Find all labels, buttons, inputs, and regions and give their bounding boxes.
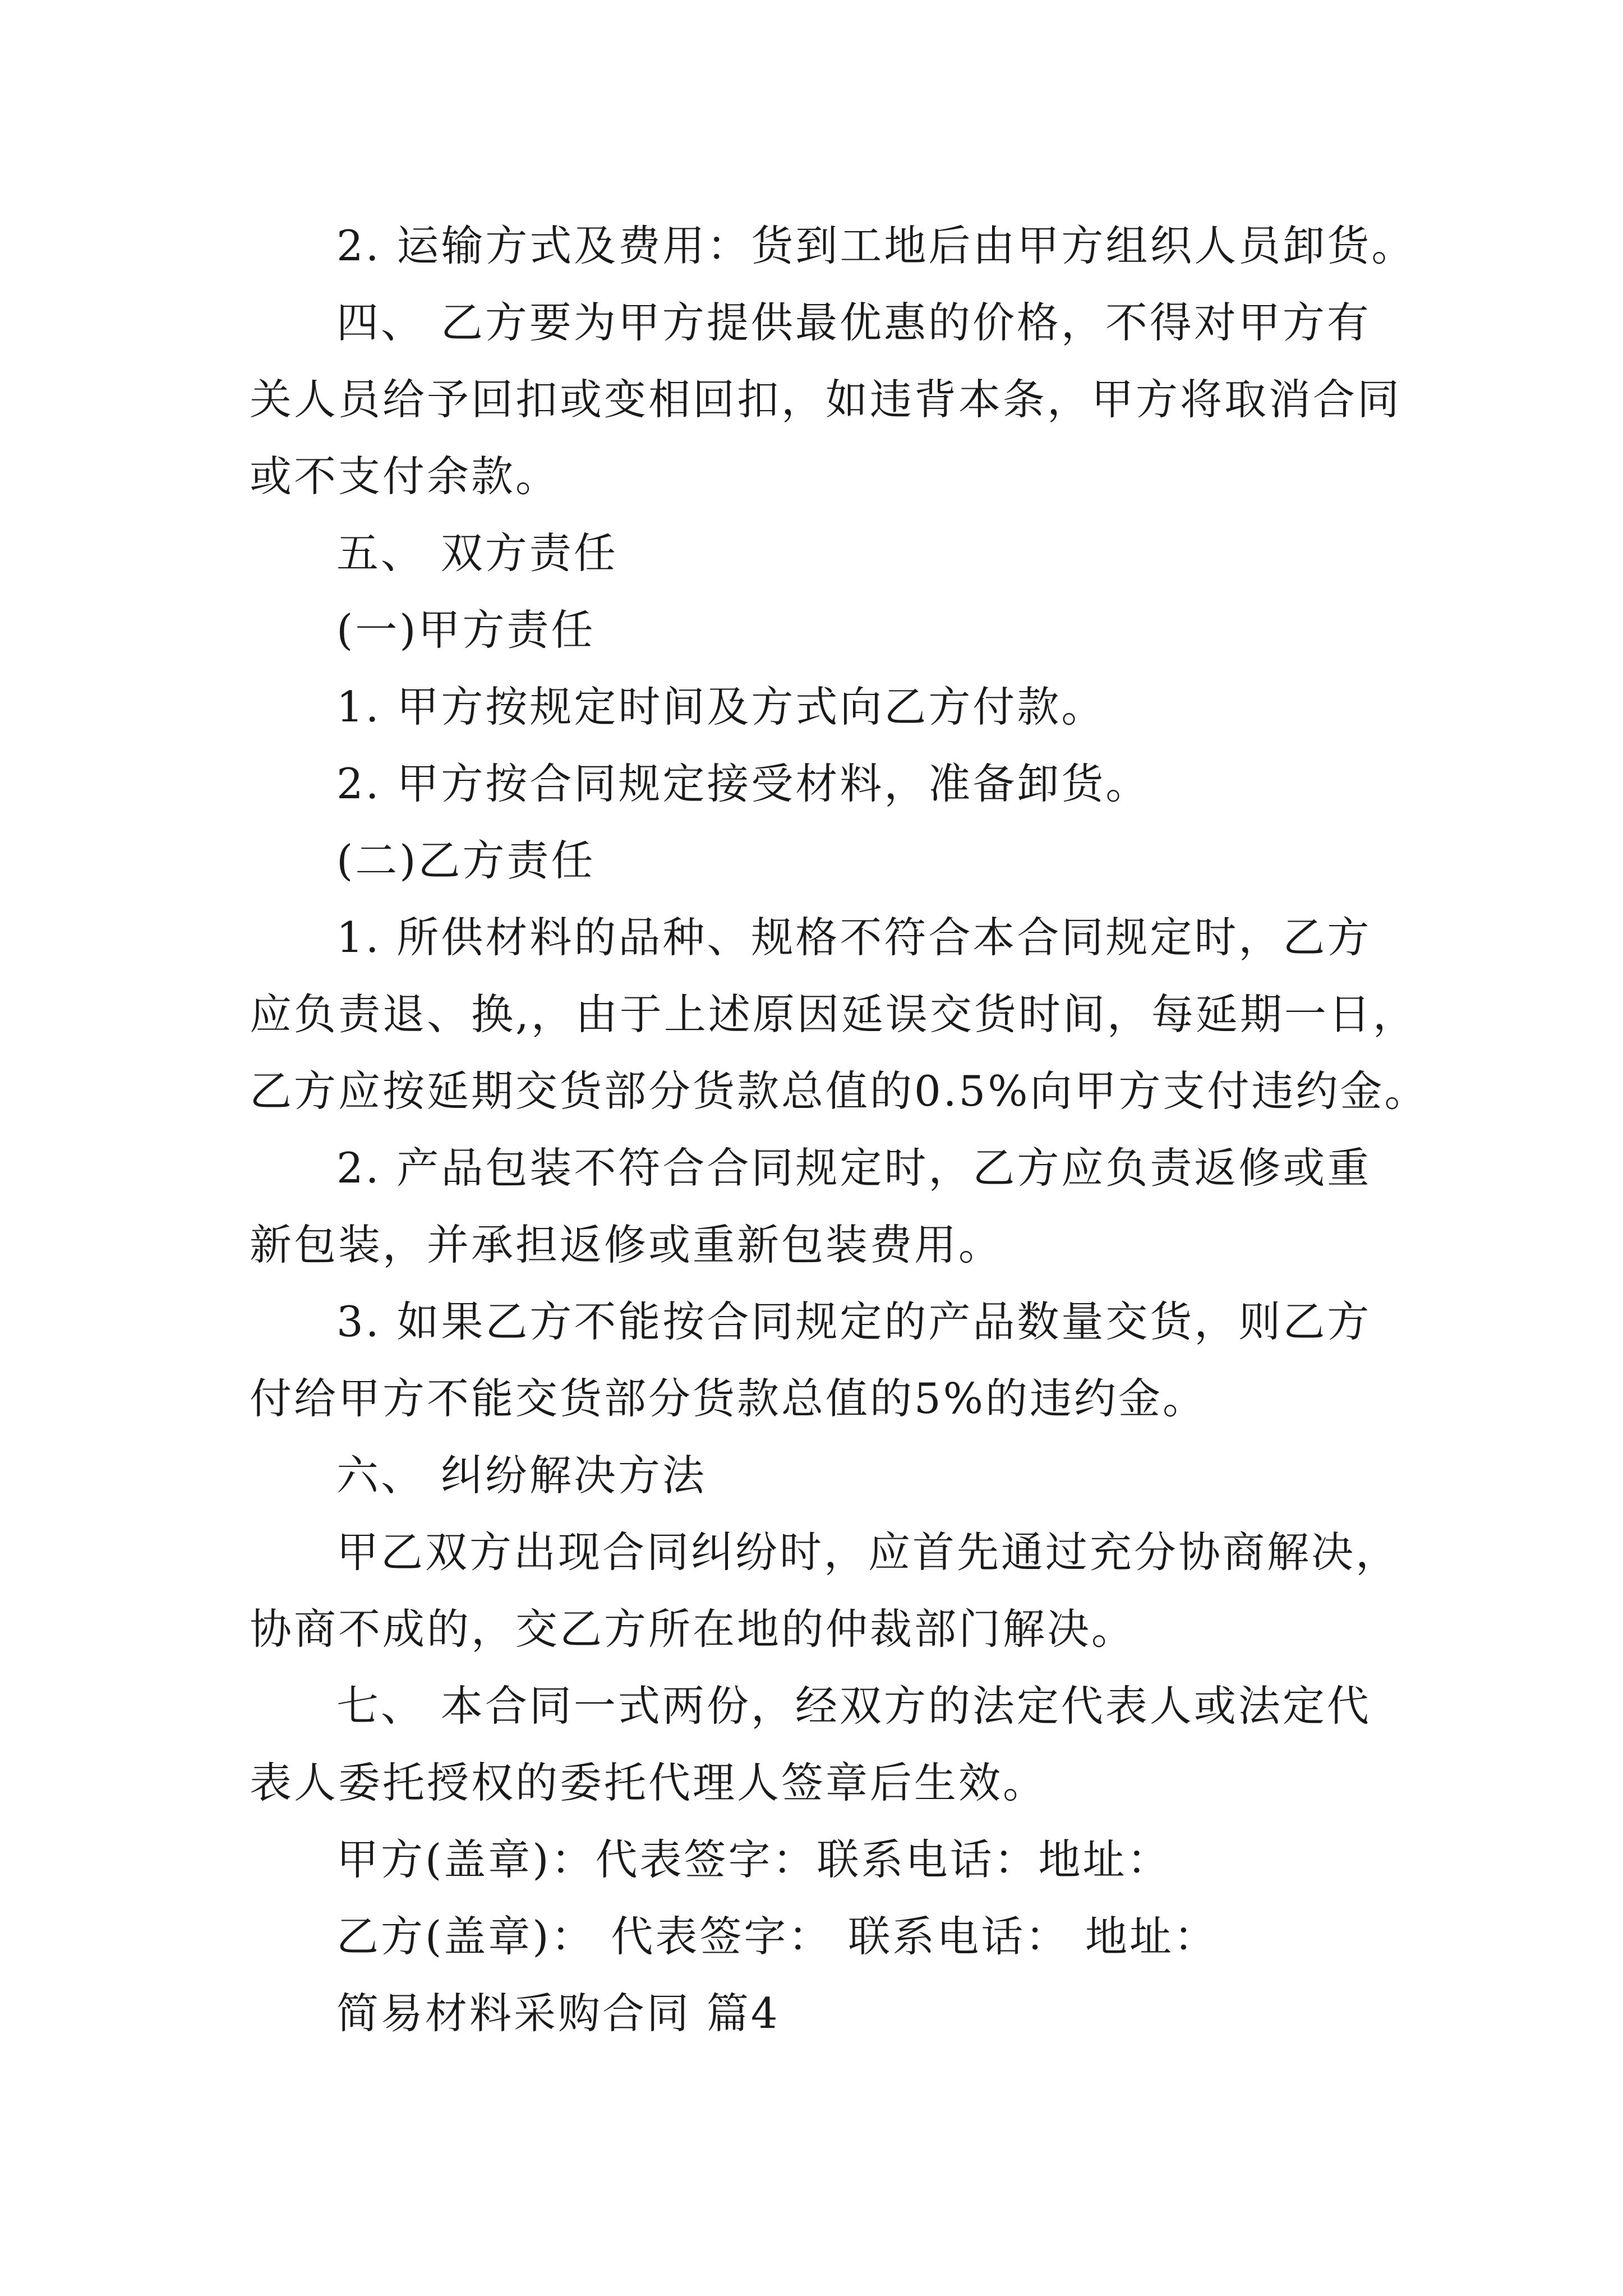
- party-a-item-2: 2. 甲方按合同规定接受材料，准备卸货。: [336, 759, 1150, 808]
- party-a-responsibility-heading: (一)甲方责任: [336, 605, 596, 655]
- party-a-signature-line: 甲方(盖章)：代表签字：联系电话：地址：: [336, 1835, 1172, 1884]
- next-section-title: 简易材料采购合同 篇4: [336, 1989, 780, 2038]
- party-b-signature-line: 乙方(盖章)： 代表签字： 联系电话： 地址：: [336, 1912, 1219, 1961]
- clause-four-line-3: 或不支付余款。: [250, 452, 560, 501]
- transport-clause: 2. 运输方式及费用：货到工地后由甲方组织人员卸货。: [336, 221, 1416, 270]
- party-b-responsibility-heading: (二)乙方责任: [336, 836, 596, 885]
- dispute-resolution-line-2: 协商不成的，交乙方所在地的仲裁部门解决。: [250, 1604, 1136, 1654]
- clause-seven-line-2: 表人委托授权的委托代理人签章后生效。: [250, 1758, 1048, 1807]
- party-b-item-1-line-2: 应负责退、换,，由于上述原因延误交货时间，每延期一日，: [250, 990, 1417, 1039]
- party-b-item-2-line-2: 新包装，并承担返修或重新包装费用。: [250, 1220, 1003, 1269]
- clause-seven-line-1: 七、 本合同一式两份，经双方的法定代表人或法定代: [336, 1681, 1371, 1731]
- party-b-item-1-line-3: 乙方应按延期交货部分货款总值的0.5%向甲方支付违约金。: [250, 1066, 1429, 1116]
- dispute-resolution-line-1: 甲乙双方出现合同纠纷时，应首先通过充分协商解决，: [336, 1527, 1400, 1577]
- section-heading-five: 五、 双方责任: [336, 528, 618, 578]
- party-b-item-1-line-1: 1. 所供材料的品种、规格不符合本合同规定时，乙方: [336, 913, 1372, 962]
- party-b-item-2-line-1: 2. 产品包装不符合合同规定时，乙方应负责返修或重: [336, 1143, 1372, 1193]
- clause-four-line-2: 关人员给予回扣或变相回扣，如违背本条，甲方将取消合同: [250, 375, 1402, 424]
- party-b-item-3-line-1: 3. 如果乙方不能按合同规定的产品数量交货，则乙方: [336, 1297, 1372, 1346]
- clause-four-line-1: 四、 乙方要为甲方提供最优惠的价格，不得对甲方有: [336, 298, 1371, 347]
- party-a-item-1: 1. 甲方按规定时间及方式向乙方付款。: [336, 682, 1106, 731]
- party-b-item-3-line-2: 付给甲方不能交货部分货款总值的5%的违约金。: [250, 1374, 1207, 1423]
- section-heading-six: 六、 纠纷解决方法: [336, 1451, 707, 1500]
